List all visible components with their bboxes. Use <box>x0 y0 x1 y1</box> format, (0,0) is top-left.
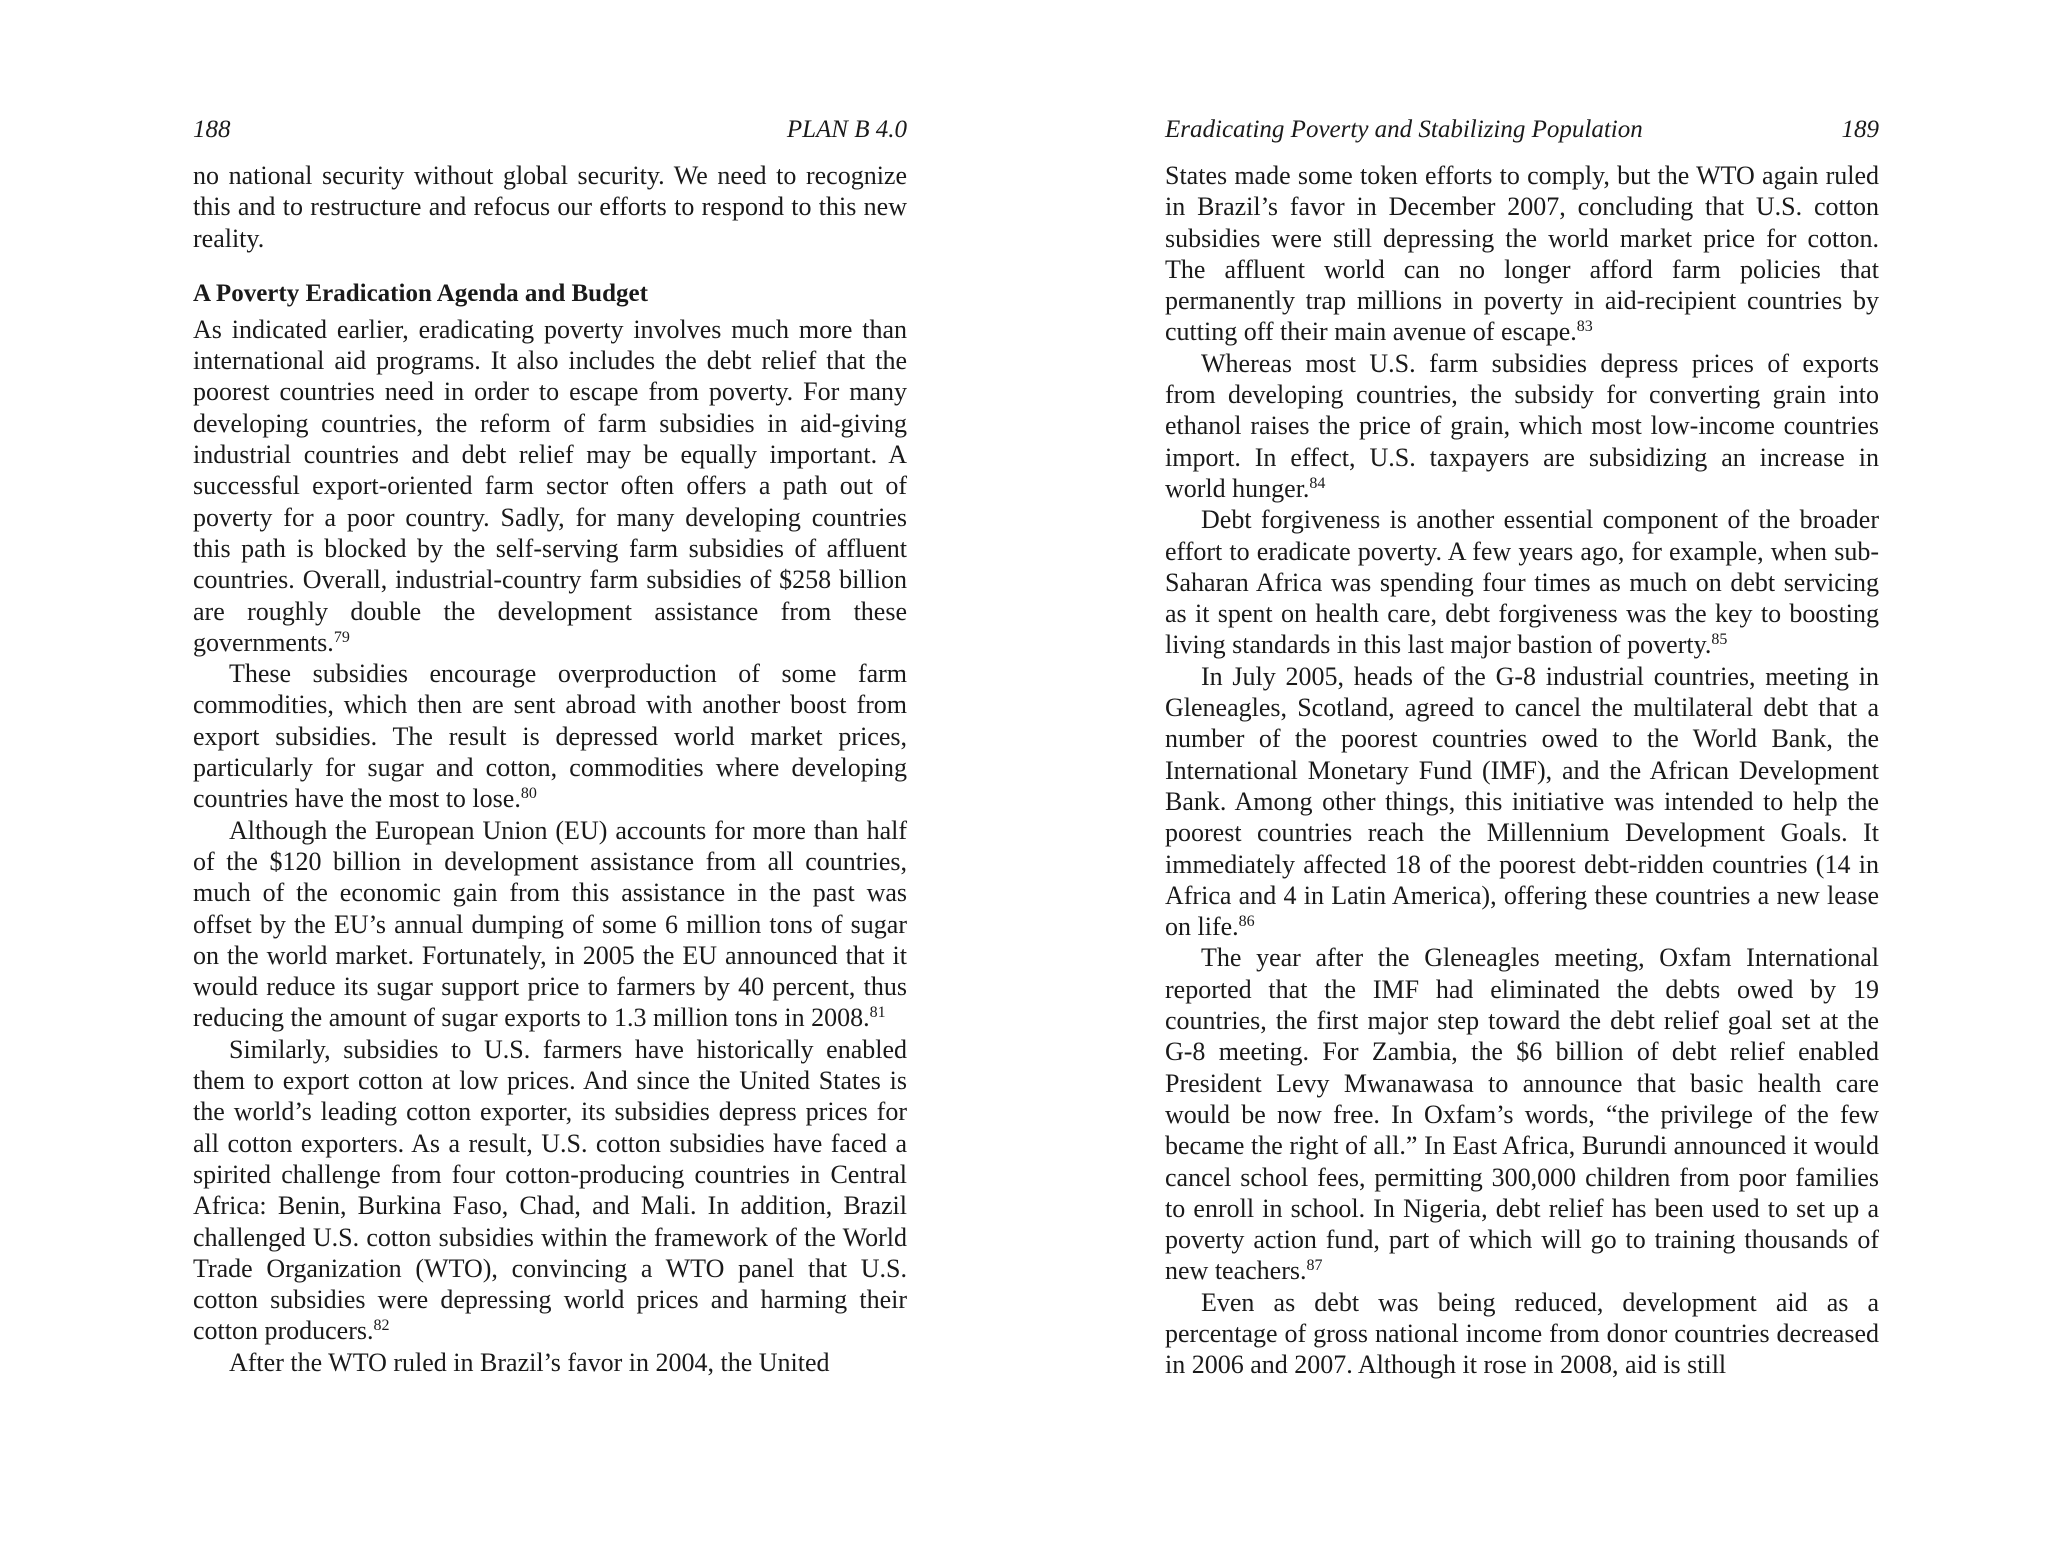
paragraph: The year after the Gleneagles meeting, Oxfam International reported that the IMF had eliminated the debts owed by 19 countries, the first major step toward the debt relief goal set at the G-8 meeting. For Zambia, the $6 billion of debt relief enabled President Levy Mwanawasa to announce that basic health care would be now free. In Oxfam’s words, “the privilege of the few became the right of all.” In East Africa, Burundi announced it would cancel school fees, permitting 300,000 children from poor families to enroll in school. In Nigeria, debt relief has been used to set up a poverty action fund, part of which will go to training thousands of new teachers.$^{87}$ <box>1165 943 1879 1286</box>
section-heading: A Poverty Eradication Agenda and Budget <box>193 279 648 307</box>
paragraph: These subsidies encourage overproduction of some farm commodities, which then are sent abroad with another boost from export subsidies. The result is depressed world market prices, particularly for sugar and cotton, commodities where developing countries have the most to lose.$^{80}$ <box>193 659 907 814</box>
paragraph: In July 2005, heads of the G-8 industrial countries, meeting in Gleneagles, Scotland, agreed to cancel the multilateral debt that a number of the poorest countries owed to the World Bank, the International Monetary Fund (IMF), and the African Development Bank. Among other things, this initiative was intended to help the poorest countries reach the Millennium Development Goals. It immediately affected 18 of the poorest debt-ridden countries (14 in Africa and 4 in Latin America), offering these countries a new lease on life.$^{86}$ <box>1165 661 1879 942</box>
paragraph: States made some token efforts to comply, but the WTO again ruled in Brazil’s favor in December 2007, concluding that U.S. cotton subsidies were still depressing the world market price for cotton. The affluent world can no longer afford farm policies that permanently trap millions in poverty in aid-recipient countries by cutting off their main avenue of escape.$^{83}$ <box>1165 161 1879 347</box>
endnote-ref: 86 <box>1238 913 1255 931</box>
page-number-left: 188 <box>193 116 231 143</box>
endnote-ref: 82 <box>373 1317 390 1335</box>
endnote-ref: 85 <box>1711 631 1728 649</box>
paragraph: Similarly, subsidies to U.S. farmers have historically enabled them to export cotton at low prices. And since the United States is the world’s leading cotton exporter, its subsidies depress prices for all cotton exporters. As a result, U.S. cotton subsidies have faced a spirited challenge from four cotton-producing countries in Central Africa: Benin, Burkina Faso, Chad, and Mali. In addition, Brazil challenged U.S. cotton subsidies within the framework of the World Trade Organization (WTO), convincing a WTO panel that U.S. cotton subsidies were depressing world prices and harming their cotton producers.$^{82}$ <box>193 1034 907 1346</box>
left-running-head <box>193 112 907 148</box>
paragraph: no national security without global security. We need to recognize this and to restructure and refocus our efforts to respond to this new reality. <box>193 161 907 253</box>
right-page <box>1165 0 1879 1567</box>
left-body-text <box>193 160 907 1378</box>
paragraph: After the WTO ruled in Brazil’s favor in 2004, the United <box>229 1347 830 1377</box>
endnote-ref: 79 <box>333 628 350 646</box>
right-body-text <box>1165 160 1879 1381</box>
running-head-chapter-title: Eradicating Poverty and Stabilizing Population <box>1165 116 1643 143</box>
endnote-ref: 84 <box>1309 474 1326 492</box>
endnote-ref: 80 <box>520 785 537 803</box>
paragraph: As indicated earlier, eradicating poverty involves much more than international aid programs. It also includes the debt relief that the poorest countries need in order to escape from poverty. For many developing countries, the reform of farm subsidies in aid-giving industrial countries and debt relief may be equally important. A successful export-oriented farm sector often offers a path out of poverty for a poor country. Sadly, for many developing countries this path is blocked by the self-serving farm subsidies of affluent countries. Overall, industrial-country farm subsidies of $258 billion are roughly double the development assistance from these governments.$^{79}$ <box>193 314 907 657</box>
paragraph: Debt forgiveness is another essential component of the broader effort to eradicate poverty. A few years ago, for example, when sub-Saharan Africa was spending four times as much on debt servicing as it spent on health care, debt forgiveness was the key to boosting living standards in this last major bastion of poverty.$^{85}$ <box>1165 505 1879 660</box>
endnote-ref: 81 <box>869 1004 886 1022</box>
right-running-head <box>1165 112 1879 148</box>
paragraph: Although the European Union (EU) accounts for more than half of the $120 billion in development assistance from all countries, much of the economic gain from this assistance in the past was offset by the EU’s annual dumping of some 6 million tons of sugar on the world market. Fortunately, in 2005 the EU announced that it would reduce its sugar support price to farmers by 40 percent, thus reducing the amount of sugar exports to 1.3 million tons in 2008.81 <box>193 815 907 1033</box>
endnote-ref: 83 <box>1576 318 1593 336</box>
left-page <box>193 0 907 1567</box>
page-number-right: 189 <box>1841 116 1879 143</box>
paragraph: Even as debt was being reduced, development aid as a percentage of gross national income from donor countries decreased in 2006 and 2007. Although it rose in 2008, aid is still <box>1165 1287 1879 1380</box>
running-head-book-title: PLAN B 4.0 <box>786 116 907 143</box>
endnote-ref: 87 <box>1306 1257 1323 1275</box>
paragraph: Whereas most U.S. farm subsidies depress prices of exports from developing countries, the subsidy for converting grain into ethanol raises the price of grain, which most low-income countries import. In effect, U.S. taxpayers are subsidizing an increase in world hunger.$^{84}$ <box>1165 348 1879 503</box>
